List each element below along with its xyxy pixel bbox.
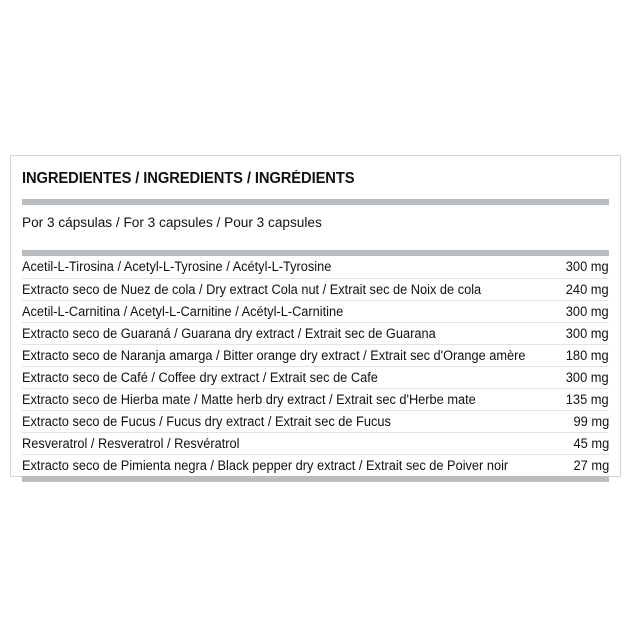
ingredient-amount-cell — [547, 432, 609, 454]
ingredient-name-cell — [22, 410, 547, 432]
serving-size-label: Por 3 cápsulas / For 3 capsules / Pour 3 capsules — [22, 215, 322, 231]
table-row — [22, 432, 609, 454]
ingredient-name: Extracto seco de Pimienta negra / Black pepper dry extract / Extrait sec de Poiver noir — [22, 457, 509, 473]
ingredient-name-cell — [22, 256, 547, 278]
ingredient-name-cell — [22, 454, 547, 476]
ingredient-amount-cell — [547, 256, 609, 278]
table-row — [22, 300, 609, 322]
ingredient-amount-cell — [547, 366, 609, 388]
ingredients-table-body — [22, 256, 609, 476]
ingredient-name: Extracto seco de Café / Coffee dry extract / Extrait sec de Cafe — [22, 369, 378, 385]
ingredient-amount: 300 mg — [566, 369, 609, 385]
ingredients-panel-inner — [11, 156, 620, 476]
table-row — [22, 344, 609, 366]
ingredient-name: Extracto seco de Fucus / Fucus dry extract / Extrait sec de Fucus — [22, 413, 391, 429]
ingredient-amount: 135 mg — [566, 391, 609, 407]
ingredient-amount-cell — [547, 410, 609, 432]
ingredient-name-cell — [22, 322, 547, 344]
ingredient-amount: 180 mg — [566, 347, 609, 363]
ingredient-name: Acetil-L-Carnitina / Acetyl-L-Carnitine / Acétyl-L-Carnitine — [22, 303, 344, 319]
ingredient-amount-cell — [547, 300, 609, 322]
ingredient-name: Extracto seco de Naranja amarga / Bitter orange dry extract / Extrait sec d'Orange amère — [22, 347, 526, 363]
ingredient-name: Resveratrol / Resveratrol / Resvératrol — [22, 435, 240, 451]
ingredient-amount-cell — [547, 454, 609, 476]
ingredients-table — [22, 256, 609, 476]
table-row — [22, 278, 609, 300]
ingredient-name-cell — [22, 432, 547, 454]
table-footer-divider-bar — [22, 476, 609, 482]
ingredient-name: Acetil-L-Tirosina / Acetyl-L-Tyrosine / Acétyl-L-Tyrosine — [22, 259, 332, 275]
ingredient-amount-cell — [547, 344, 609, 366]
table-row — [22, 388, 609, 410]
table-row — [22, 256, 609, 278]
ingredient-amount: 240 mg — [566, 281, 609, 297]
ingredient-name: Extracto seco de Nuez de cola / Dry extract Cola nut / Extrait sec de Noix de cola — [22, 281, 482, 297]
ingredient-amount: 99 mg — [573, 413, 609, 429]
table-row — [22, 410, 609, 432]
ingredient-name-cell — [22, 366, 547, 388]
ingredient-amount-cell — [547, 278, 609, 300]
page-title: INGREDIENTES / INGREDIENTS / INGRÉDIENTS — [22, 170, 355, 187]
table-row — [22, 322, 609, 344]
ingredient-name: Extracto seco de Guaraná / Guarana dry extract / Extrait sec de Guarana — [22, 325, 436, 341]
table-row — [22, 366, 609, 388]
ingredient-amount: 27 mg — [573, 457, 609, 473]
ingredient-amount: 300 mg — [566, 259, 609, 275]
ingredient-amount-cell — [547, 388, 609, 410]
ingredient-amount: 300 mg — [566, 303, 609, 319]
ingredient-name-cell — [22, 388, 547, 410]
ingredient-amount-cell — [547, 322, 609, 344]
ingredients-panel — [10, 155, 621, 477]
ingredient-name-cell — [22, 344, 547, 366]
ingredient-name: Extracto seco de Hierba mate / Matte herb dry extract / Extrait sec d'Herbe mate — [22, 391, 476, 407]
ingredient-amount: 45 mg — [573, 435, 609, 451]
ingredient-name-cell — [22, 300, 547, 322]
ingredient-name-cell — [22, 278, 547, 300]
table-row — [22, 454, 609, 476]
ingredient-amount: 300 mg — [566, 325, 609, 341]
